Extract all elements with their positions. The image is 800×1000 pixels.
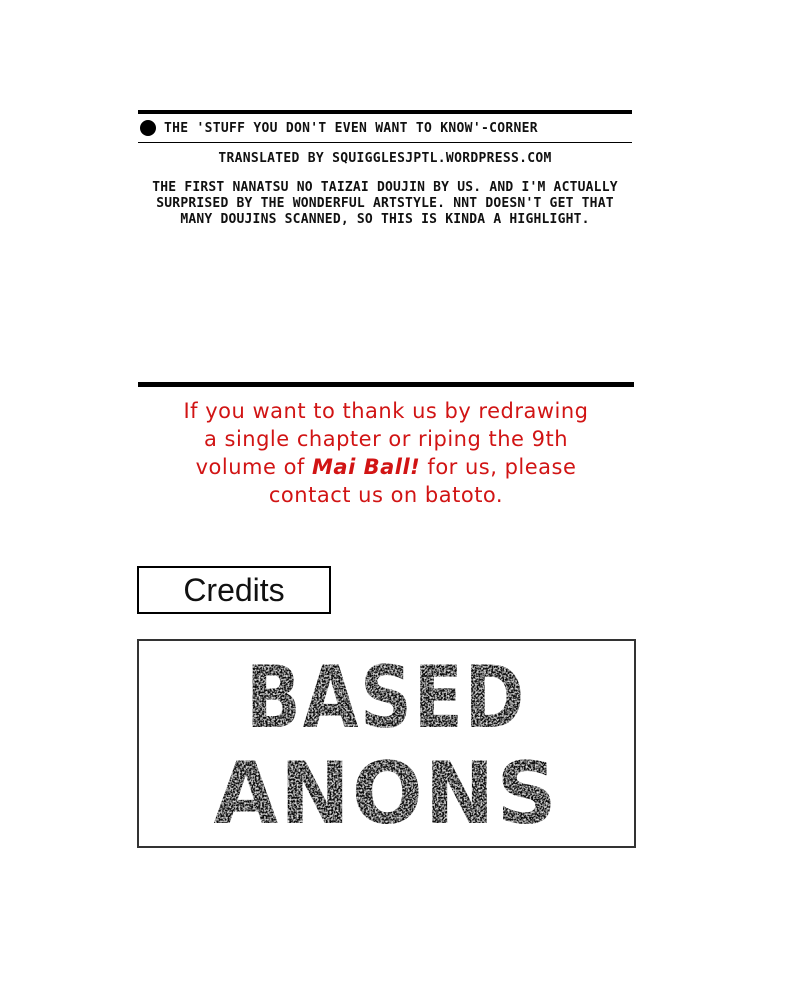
thank-you-line-3 — [138, 453, 634, 481]
thank-you-line-2: a single chapter or riping the 9th — [203, 427, 569, 451]
translator-note: THE FIRST NANATSU NO TAIZAI DOUJIN BY US. AND I'M ACTUALLY SURPRISED BY THE WONDERFUL ARTSTYLE. NNT DOESN'T GET THAT MANY DOUJINS SCANNED, SO THIS IS KINDA A HIGHLIGHT. — [152, 180, 618, 227]
thank-you-line-4: contact us on batoto. — [268, 483, 504, 507]
thank-you-line-3-after: for us, please — [427, 455, 577, 479]
thank-you-rule — [138, 382, 634, 387]
group-logo — [139, 641, 634, 846]
thank-you-line-3-before: volume of — [195, 455, 305, 479]
translator-credit: TRANSLATED BY SQUIGGLESJPTL.WORDPRESS.COM — [218, 151, 552, 166]
logo-line-2: ANONS — [213, 744, 559, 844]
header-divider — [138, 142, 632, 143]
credits-label-box — [137, 566, 331, 614]
logo-line-1: BASED — [246, 648, 526, 748]
trivia-corner — [138, 110, 632, 228]
trivia-corner-heading: THE 'STUFF YOU DON'T EVEN WANT TO KNOW'-CORNER — [164, 120, 538, 136]
thank-you-section — [138, 382, 634, 509]
thank-you-message — [138, 397, 634, 509]
credits-label: Credits — [183, 571, 285, 608]
thank-you-line-1: If you want to thank us by redrawing — [183, 399, 589, 423]
group-logo-box — [137, 639, 636, 848]
series-title: Mai Ball! — [312, 455, 421, 479]
bullet-icon — [140, 120, 156, 136]
trivia-corner-header — [138, 114, 632, 142]
